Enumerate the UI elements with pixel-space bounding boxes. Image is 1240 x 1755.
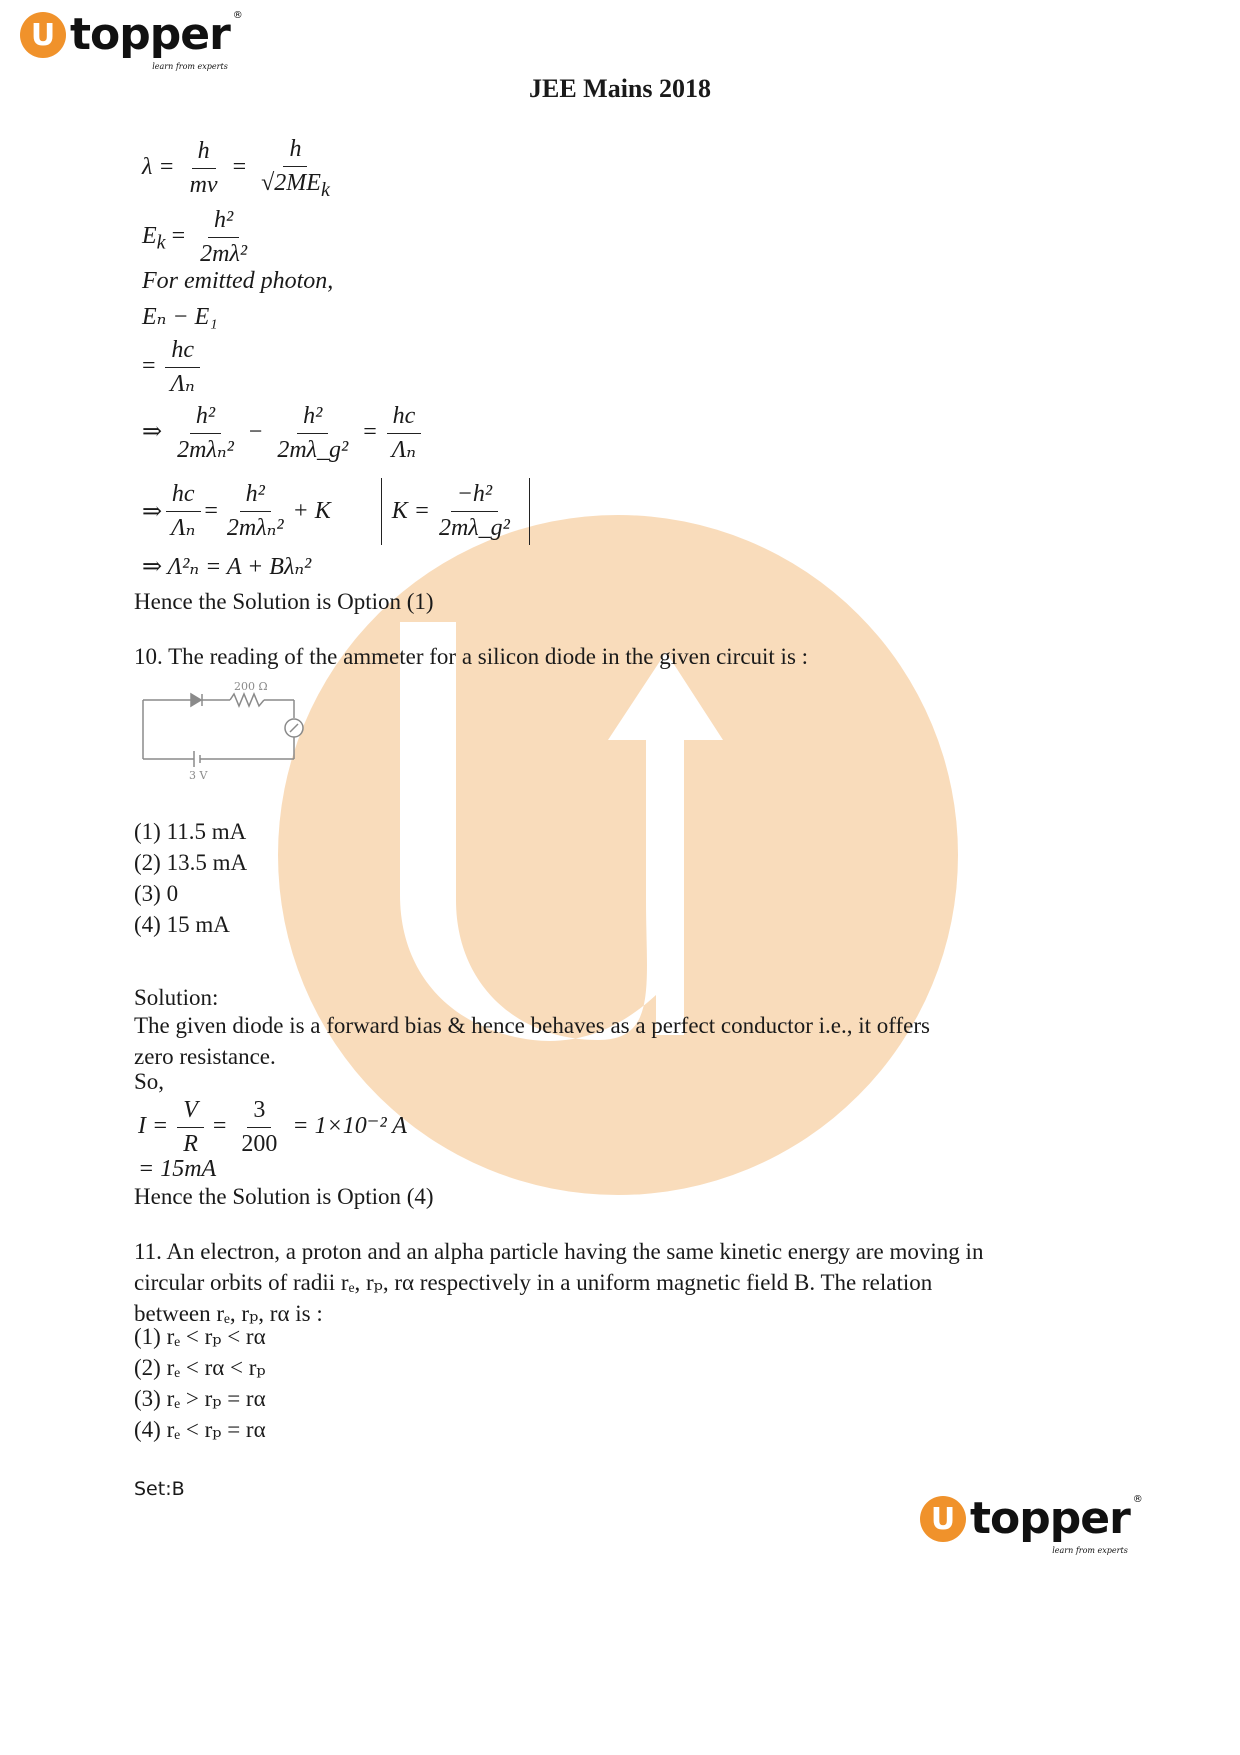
- constant-k-bracket: K = $\frac{\text{−h²}}{\text{2mλ\_g²}}$: [381, 478, 530, 545]
- set-label: Set:B: [134, 1478, 185, 1500]
- q11-options: [134, 1321, 266, 1445]
- option-4: (4) rₑ < rₚ = rα: [134, 1417, 266, 1442]
- circuit-diagram: [134, 675, 314, 785]
- logo-wordmark: topper ® learn from experts: [70, 9, 242, 71]
- emitted-photon-text: For emitted photon,: [142, 268, 334, 294]
- equation-energy-balance: ⇒ $\frac{\text{h²}}{\text{2mλₙ²}}$ − $\frac{\text{h²}}{\text{2mλ\_g²}}$ = $\frac{hc}{\text{Λₙ}}$: [142, 402, 425, 465]
- resistor-icon: [230, 694, 264, 706]
- logo-wordmark: topper ® learn from experts: [970, 1493, 1142, 1555]
- answer-q9: Hence the Solution is Option (1): [134, 589, 434, 614]
- page-title: JEE Mains 2018: [528, 74, 712, 103]
- option-1: (1) rₑ < rₚ < rα: [134, 1324, 266, 1349]
- solution-label: Solution:: [134, 985, 219, 1010]
- option-2: (2) 13.5 mA: [134, 850, 248, 875]
- answer-q10: Hence the Solution is Option (4): [134, 1184, 434, 1209]
- logo-tagline: learn from experts: [152, 62, 228, 71]
- solution-so: So,: [134, 1069, 165, 1094]
- q10-options: [134, 816, 247, 940]
- equation-hc-over-lambda: = $\frac{hc}{\text{Λₙ}}$: [142, 336, 204, 399]
- logo-u-icon: U: [920, 1496, 966, 1542]
- option-3: (3) 0: [134, 881, 179, 906]
- equation-current: I = $\frac{V}{R}$ = $\frac{3}{200}$ = 1×10⁻² A: [138, 1097, 407, 1157]
- solution-text: The given diode is a forward bias & hence behaves as a perfect conductor i.e., it offers zero resistance.: [134, 1013, 930, 1069]
- equation-lambda: λ = $\frac{h}{mv}$ = $\frac{h}{√2ME_k}$: [142, 136, 330, 201]
- option-2: (2) rₑ < rα < rₚ: [134, 1355, 266, 1380]
- footer-logo: [920, 1493, 1142, 1555]
- diode-icon: [191, 694, 201, 706]
- question-10: 10. The reading of the ammeter for a silicon diode in the given circuit is :: [134, 644, 809, 669]
- option-1: (1) 11.5 mA: [134, 819, 247, 844]
- equation-with-constant: ⇒ $\frac{hc}{\text{Λₙ}}$ = $\frac{\text{h²}}{\text{2mλₙ²}}$ + K K = $\frac{\text{−h²}}{\text{2mλ\_g²}}$: [142, 478, 530, 545]
- logo-tagline: learn from experts: [1052, 1546, 1128, 1555]
- equation-final-relation: ⇒ Λ²ₙ = A + Bλₙ²: [142, 554, 312, 580]
- logo-u-icon: U: [20, 12, 66, 58]
- question-11: 11. An electron, a proton and an alpha particle having the same kinetic energy are moving in circular orbits of radii rₑ, rₚ, rα respectively in a uniform magnetic field B. The relation between rₑ, rₚ, rα is :: [134, 1239, 984, 1326]
- option-3: (3) rₑ > rₚ = rα: [134, 1386, 266, 1411]
- header-logo: [20, 9, 242, 71]
- battery-label: 3 V: [189, 769, 208, 782]
- equation-current-ma: = 15mA: [138, 1156, 217, 1182]
- equation-kinetic-energy: $E_k$ = $\frac{\text{h²}}{\text{2mλ²}}$: [142, 207, 248, 267]
- resistor-label: 200 Ω: [234, 680, 268, 693]
- option-4: (4) 15 mA: [134, 912, 230, 937]
- watermark-logo: [278, 515, 958, 1195]
- equation-energy-difference: Eₙ − E₁: [142, 304, 218, 330]
